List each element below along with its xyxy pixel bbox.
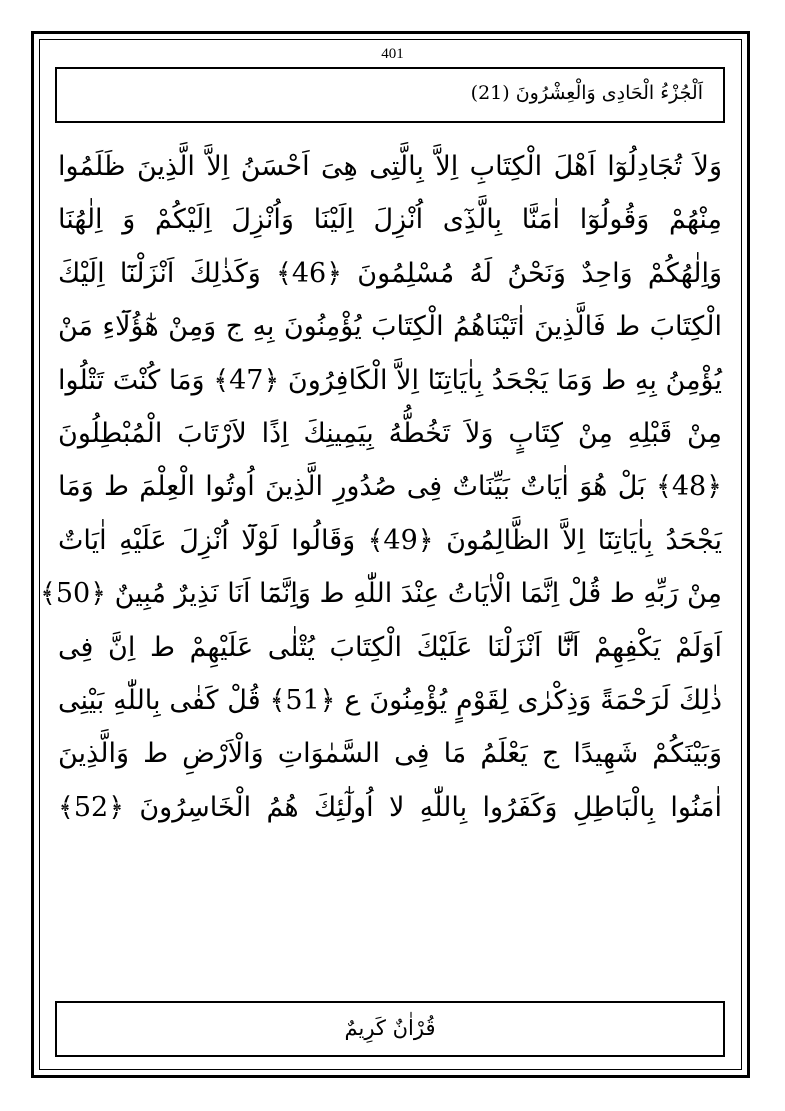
verse-line: مِنْ رَبِّهِ ط قُلْ اِنَّمَا الْاٰيَاتُ عِنْدَ اللّٰهِ ط وَاِنَّمَٓا اَنَا نَذِيرٌ مُبِينٌ ﴿50﴾ bbox=[40, 578, 722, 610]
verse-line: مِنْ قَبْلِهِ مِنْ كِتَابٍ وَلاَ تَخُطُّهُ بِيَمِينِكَ اِذًا لاَرْتَابَ الْمُبْطِلُونَ bbox=[58, 417, 722, 449]
verse-line: مِنْهُمْ وَقُولُوٓا اٰمَنَّا بِالَّذِٓى اُنْزِلَ اِلَيْنَا وَاُنْزِلَ اِلَيْكُمْ وَ اِلٰهُنَا bbox=[58, 204, 722, 236]
verse-line: وَاِلٰهُكُمْ وَاحِدٌ وَنَحْنُ لَهُ مُسْلِمُونَ ﴿46﴾ وَكَذٰلِكَ اَنْزَلْنَٓا اِلَيْكَ bbox=[58, 257, 722, 289]
verse-line: اَوَلَمْ يَكْفِهِمْ اَنَّٓا اَنْزَلْنَا عَلَيْكَ الْكِتَابَ يُتْلٰى عَلَيْهِمْ ط اِنَّ فِى bbox=[58, 631, 722, 663]
page-number: 401 bbox=[381, 46, 404, 62]
footer-box bbox=[55, 1001, 725, 1057]
header-box bbox=[55, 67, 725, 123]
verse-line: اٰمَنُوا بِالْبَاطِلِ وَكَفَرُوا بِاللّٰهِ لا اُولٰٓئِكَ هُمُ الْخَاسِرُونَ ﴿52﴾ bbox=[58, 791, 722, 823]
verse-text-block bbox=[40, 140, 723, 834]
verse-line: وَلاَ تُجَادِلُوٓا اَهْلَ الْكِتَابِ اِلاَّ بِالَّتِى هِىَ اَحْسَنُ اِلاَّ الَّذِينَ ظَلَمُوا bbox=[58, 151, 722, 182]
verse-line: ذٰلِكَ لَرَحْمَةً وَذِكْرٰى لِقَوْمٍ يُؤْمِنُونَ ع ﴿51﴾ قُلْ كَفٰى بِاللّٰهِ بَيْنِى bbox=[58, 684, 722, 716]
verse-line: ﴿48﴾ بَلْ هُوَ اٰيَاتٌ بَيِّنَاتٌ فِى صُدُورِ الَّذِينَ اُوتُوا الْعِلْمَ ط وَمَا bbox=[58, 471, 722, 503]
footer-title: قُرْاٰنٌ كَرِيمٌ bbox=[344, 1016, 436, 1040]
verse-line: يُؤْمِنُ بِهِ ط وَمَا يَجْحَدُ بِاٰيَاتِنَٓا اِلاَّ الْكَافِرُونَ ﴿47﴾ وَمَا كُنْتَ تَتْلُوا bbox=[58, 364, 723, 396]
verse-line: يَجْحَدُ بِاٰيَاتِنَٓا اِلاَّ الظَّالِمُونَ ﴿49﴾ وَقَالُوا لَوْلَٓا اُنْزِلَ عَلَيْهِ اٰيَاتٌ bbox=[58, 524, 722, 556]
verse-line: وَبَيْنَكُمْ شَهِيدًا ج يَعْلَمُ مَا فِى السَّمٰوَاتِ وَالْاَرْضِ ط وَالَّذِينَ bbox=[58, 738, 722, 770]
verse-line: الْكِتَابَ ط فَالَّذِينَ اٰتَيْنَاهُمُ الْكِتَابَ يُؤْمِنُونَ بِهِ ج وَمِنْ هٰٓؤُلَٓاءِ مَنْ bbox=[58, 311, 722, 343]
juz-title: اَلْجُزْءُ الْحَادِى وَالْعِشْرُونَ (21) bbox=[470, 82, 703, 104]
